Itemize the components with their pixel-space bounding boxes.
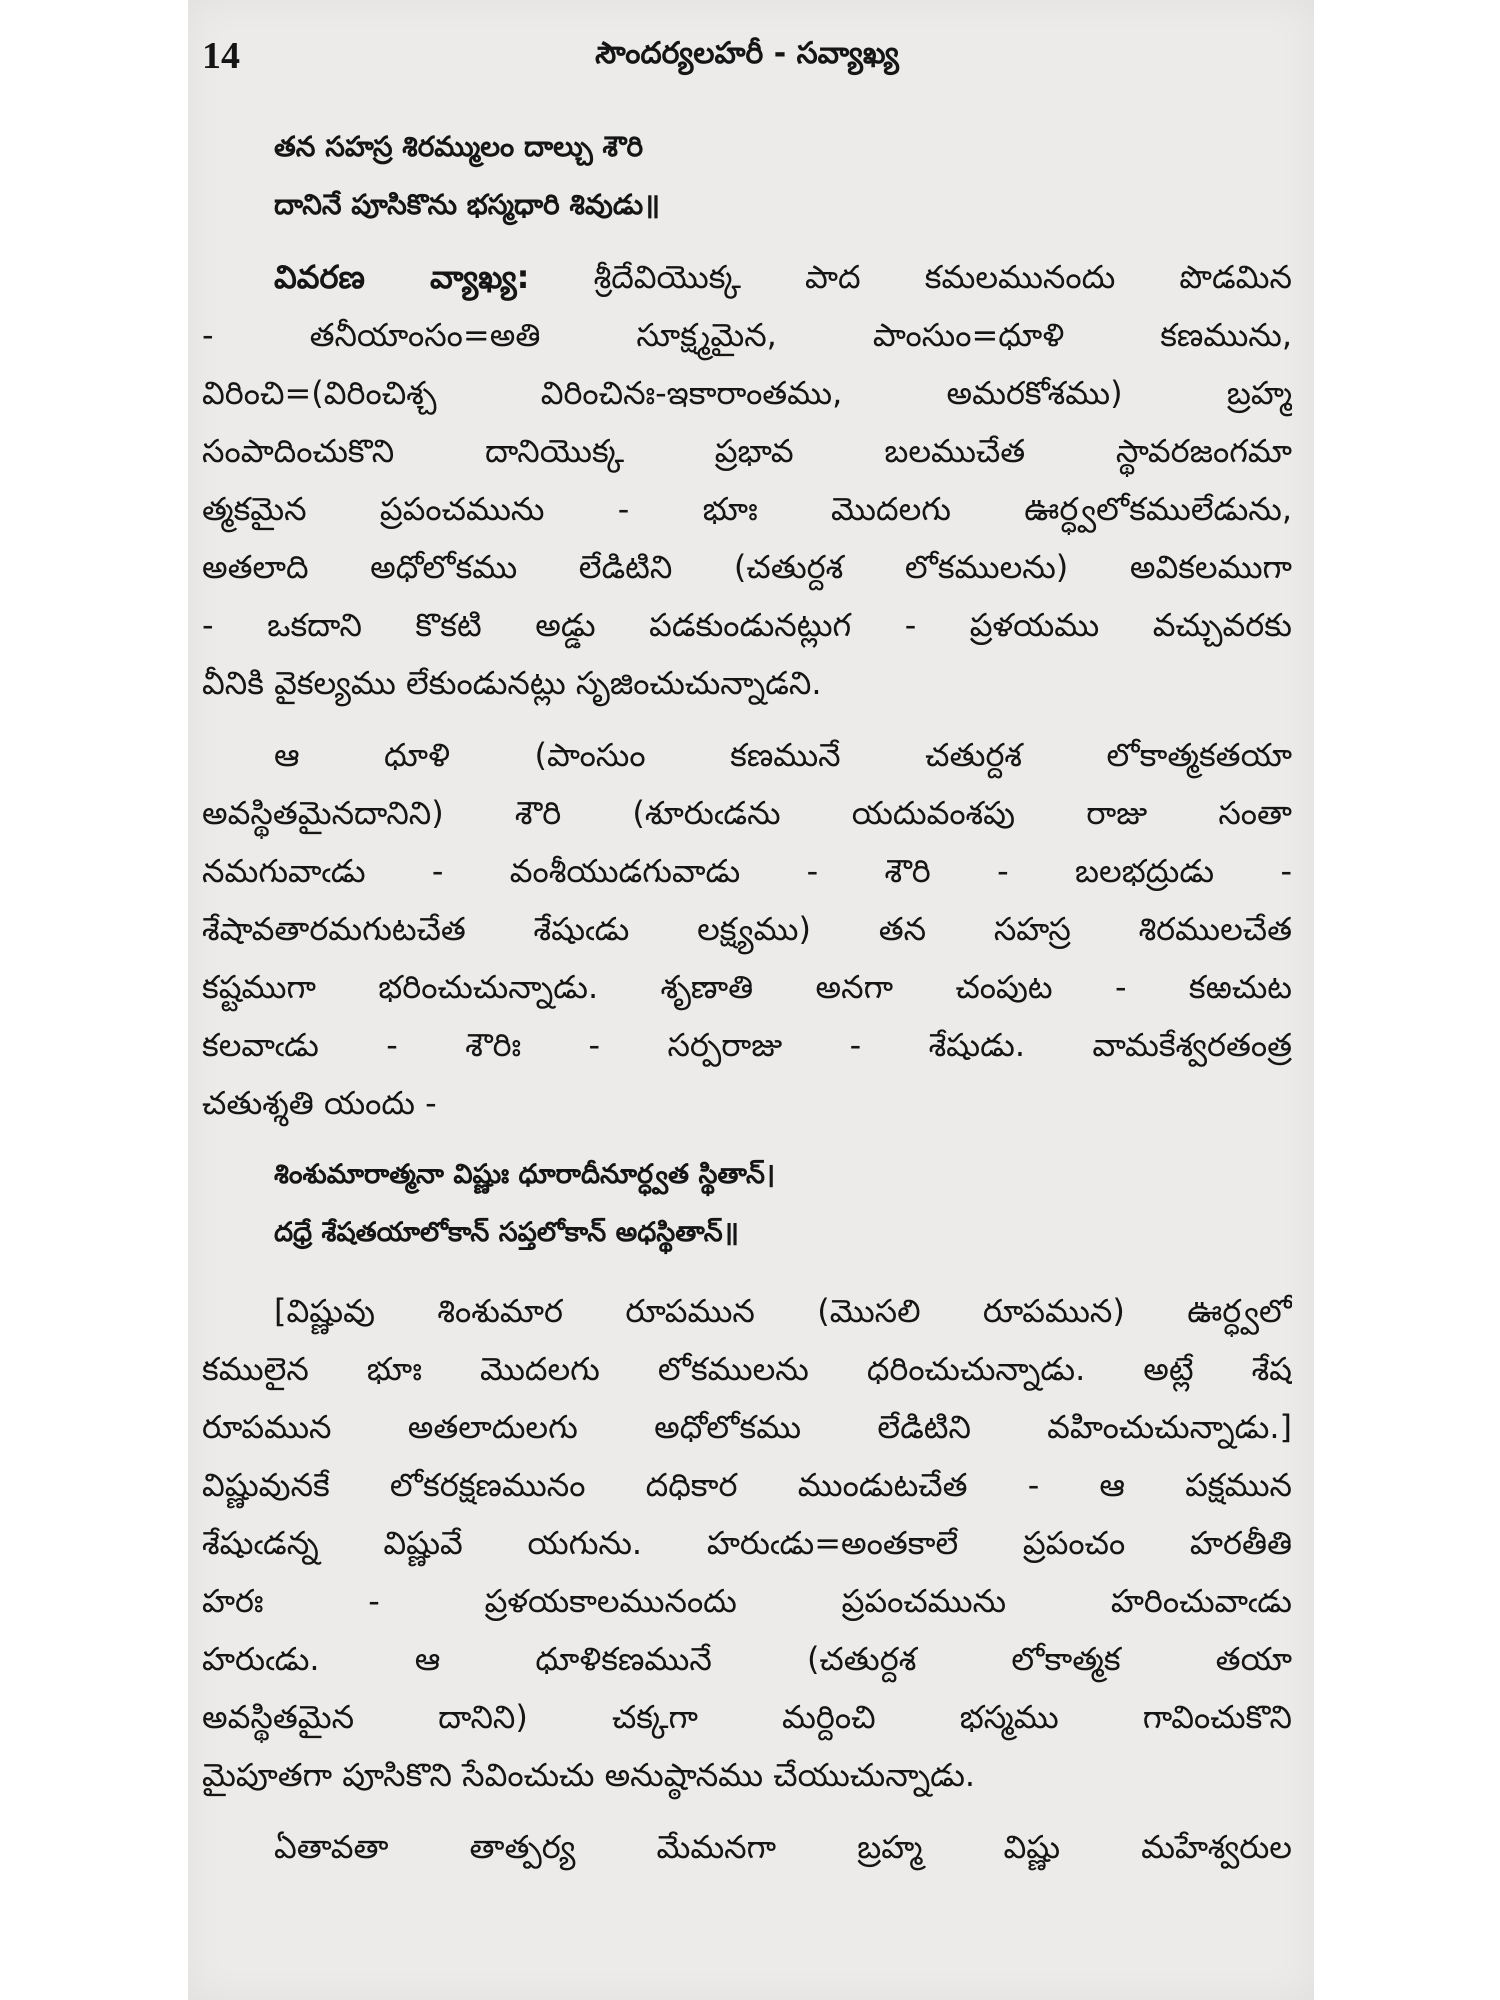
paragraph-line: అవస్థితమైన దానిని) చక్కగా మర్దించి భస్మము గావించుకొని bbox=[202, 1698, 1292, 1736]
paragraph-line: శేషావతారమగుటచేత శేషుఁడు లక్ష్యము) తన సహస్ర శిరములచేత bbox=[202, 910, 1292, 948]
shloka-line: శింశుమారాత్మనా విష్ణుః ధూరాదీనూర్ధ్వత స్థితాన్। bbox=[274, 1159, 776, 1190]
paragraph-line: చతుశ్శతి యందు - bbox=[202, 1084, 437, 1122]
book-page bbox=[188, 0, 1314, 2000]
paragraph-line: విష్ణువునకే లోకరక్షణమునం దధికార ముండుటచేత - ఆ పక్షమున bbox=[202, 1466, 1292, 1504]
paragraph-line: కములైన భూః మొదలగు లోకములను ధరించుచున్నాడు. అట్లే శేష bbox=[202, 1350, 1292, 1388]
verse-line: తన సహస్ర శిరమ్ములం దాల్చు శౌరి bbox=[274, 130, 644, 163]
paragraph-line: హరుఁడు. ఆ ధూళికణమునే (చతుర్దశ లోకాత్మక తయా bbox=[202, 1640, 1292, 1678]
paragraph-line: శేషుఁడన్న విష్ణువే యగును. హరుఁడు=అంతకాలే ప్రపంచం హరతీతి bbox=[202, 1524, 1292, 1562]
paragraph-line: ఆ ధూళి (పాంసుం కణమునే చతుర్దశ లోకాత్మకతయా bbox=[274, 736, 1292, 774]
verse-line: దానినే పూసికొను భస్మధారి శివుడు॥ bbox=[274, 188, 660, 221]
paragraph-line: అవస్థితమైనదానిని) శౌరి (శూరుఁడను యదువంశపు రాజు సంతా bbox=[202, 794, 1292, 832]
paragraph-line: రూపమున అతలాదులగు అధోలోకము లేడిటిని వహించుచున్నాడు.] bbox=[202, 1408, 1292, 1446]
paragraph-line: - తనీయాంసం=అతి సూక్ష్మమైన, పాంసుం=ధూళి కణమును, bbox=[202, 316, 1292, 354]
running-title: సౌందర్యలహరీ - సవ్యాఖ్య bbox=[595, 36, 899, 71]
paragraph-line: అతలాది అధోలోకము లేడిటిని (చతుర్దశ లోకములను) అవికలముగా bbox=[202, 548, 1292, 586]
paragraph-line: మైపూతగా పూసికొని సేవించుచు అనుష్ఠానము చేయుచున్నాడు. bbox=[202, 1756, 976, 1794]
paragraph-line: వీనికి వైకల్యము లేకుండునట్లు సృజించుచున్నాడని. bbox=[202, 664, 822, 702]
paragraph-line: ఏతావతా తాత్పర్య మేమనగా బ్రహ్మ విష్ణు మహేశ్వరుల bbox=[274, 1828, 1292, 1866]
paragraph-line: [విష్ణువు శింశుమార రూపమున (మొసలి రూపమున) ఊర్ధ్వలో bbox=[274, 1292, 1292, 1330]
paragraph-line: కష్టముగా భరించుచున్నాడు. శృణాతి అనగా చంపుట - కఱచుట bbox=[202, 968, 1292, 1006]
paragraph-line: నమగువాఁడు - వంశీయుడగువాడు - శౌరి - బలభద్రుడు - bbox=[202, 852, 1292, 890]
paragraph-line: హరః - ప్రళయకాలమునందు ప్రపంచమును హరించువాఁడు bbox=[202, 1582, 1292, 1620]
page-number: 14 bbox=[202, 35, 240, 77]
paragraph-line: కలవాఁడు - శౌరిః - సర్పరాజు - శేషుడు. వామకేశ్వరతంత్ర bbox=[202, 1026, 1292, 1064]
paragraph-line: - ఒకదాని కొకటి అడ్డు పడకుండునట్లుగ - ప్రళయము వచ్చువరకు bbox=[202, 606, 1292, 644]
page-body bbox=[202, 118, 1292, 1876]
shloka-line: దధ్రే శేషతయాలోకాన్ సప్తలోకాన్ అధస్థితాన్॥ bbox=[274, 1217, 739, 1248]
commentary-heading: వివరణ వ్యాఖ్య: bbox=[274, 258, 530, 296]
commentary-first-line bbox=[202, 248, 1292, 306]
commentary-text: శ్రీదేవియొక్క పాద కమలమునందు పొడమిన bbox=[529, 258, 1292, 296]
paragraph-line: విరించి=(విరించిశ్చ విరించినః-ఇకారాంతము, అమరకోశము) బ్రహ్మ bbox=[202, 374, 1292, 412]
paragraph-line: సంపాదించుకొని దానియొక్క ప్రభావ బలముచేత స్థావరజంగమా bbox=[202, 432, 1292, 470]
page-header bbox=[202, 28, 1292, 88]
paragraph-line: త్మకమైన ప్రపంచమును - భూః మొదలగు ఊర్ధ్వలోకములేడును, bbox=[202, 490, 1292, 528]
